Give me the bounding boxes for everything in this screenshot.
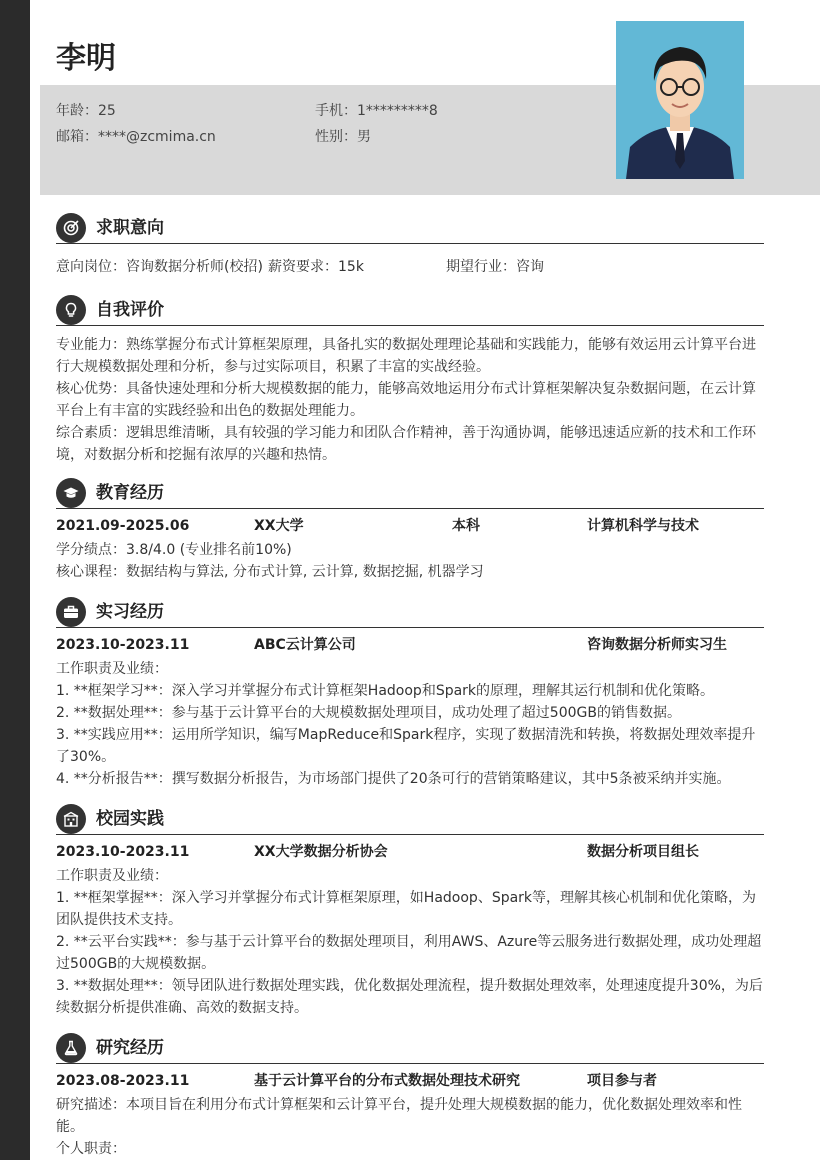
- self-eval-advantage: 核心优势：具备快速处理和分析大规模数据的能力，能够高效地运用分布式计算框架解决复杂数据问题，在云计算平台上有丰富的实践经验和出色的数据处理能力。: [56, 381, 756, 419]
- graduation-cap-icon: [56, 478, 86, 508]
- salary-requirement: 薪资要求：15k: [268, 259, 364, 275]
- briefcase-icon: [56, 597, 86, 627]
- campus-item: 3. **数据处理**：领导团队进行数据处理实践，优化数据处理流程，提升数据处理效率，处理速度提升30%，为后续数据分析提供准确、高效的数据支持。: [56, 978, 763, 1016]
- section-job-intent: [56, 213, 764, 278]
- research-description: 研究描述：本项目旨在利用分布式计算框架和云计算平台，提升处理大规模数据的能力，优化数据处理效率和性能。: [56, 1097, 742, 1135]
- section-header: [56, 478, 764, 509]
- internship-item: 1. **框架学习**：深入学习并掌握分布式计算框架Hadoop和Spark的原理，理解其运行机制和优化策略。: [56, 683, 715, 699]
- campus-item: 2. **云平台实践**：参与基于云计算平台的数据处理项目，利用AWS、Azure等云服务进行数据处理，成功处理超过500GB的大规模数据。: [56, 934, 762, 972]
- campus-row: [56, 841, 764, 863]
- research-duty: 个人职责：: [56, 1141, 126, 1157]
- internship-intro: 工作职责及业绩：: [56, 661, 168, 677]
- phone-info: 手机：1*********8: [315, 103, 438, 119]
- section-research: [56, 1033, 764, 1160]
- job-intent-row: [56, 256, 764, 278]
- section-title: 教育经历: [96, 483, 164, 503]
- research-row: [56, 1070, 764, 1092]
- campus-intro: 工作职责及业绩：: [56, 868, 168, 884]
- internship-role: 咨询数据分析师实习生: [587, 637, 727, 653]
- flask-icon: [56, 1033, 86, 1063]
- expected-industry: 期望行业：咨询: [446, 259, 544, 275]
- education-school: XX大学: [254, 518, 304, 534]
- section-header: [56, 213, 764, 244]
- candidate-name: 李明: [56, 41, 116, 76]
- section-title: 研究经历: [96, 1038, 164, 1058]
- campus-role: 数据分析项目组长: [587, 844, 699, 860]
- email-info: 邮箱：****@zcmima.cn: [56, 129, 216, 145]
- section-internship: [56, 597, 764, 790]
- intended-position: 意向岗位：咨询数据分析师(校招): [56, 259, 263, 275]
- internship-company: ABC云计算公司: [254, 637, 356, 653]
- education-row: [56, 515, 764, 537]
- section-title: 自我评价: [96, 300, 164, 320]
- campus-period: 2023.10-2023.11: [56, 844, 190, 860]
- age-info: 年龄：25: [56, 103, 116, 119]
- education-degree: 本科: [452, 518, 480, 534]
- campus-item: 1. **框架掌握**：深入学习并掌握分布式计算框架原理，如Hadoop、Spark等，理解其核心机制和优化策略，为团队提供技术支持。: [56, 890, 757, 928]
- section-header: [56, 1033, 764, 1064]
- education-period: 2021.09-2025.06: [56, 518, 190, 534]
- education-gpa: 学分绩点：3.8/4.0 (专业排名前10%): [56, 542, 292, 558]
- education-major: 计算机科学与技术: [587, 518, 699, 534]
- section-campus-practice: [56, 804, 764, 1019]
- section-education: [56, 478, 764, 583]
- section-self-evaluation: [56, 295, 764, 466]
- gender-info: 性别：男: [315, 129, 371, 145]
- internship-row: [56, 634, 764, 656]
- research-project: 基于云计算平台的分布式数据处理技术研究: [254, 1073, 520, 1089]
- internship-item: 4. **分析报告**：撰写数据分析报告，为市场部门提供了20条可行的营销策略建议，其中5条被采纳并实施。: [56, 771, 731, 787]
- research-period: 2023.08-2023.11: [56, 1073, 190, 1089]
- section-header: [56, 597, 764, 628]
- campus-organization: XX大学数据分析协会: [254, 844, 388, 860]
- internship-item: 2. **数据处理**：参与基于云计算平台的大规模数据处理项目，成功处理了超过500GB的销售数据。: [56, 705, 681, 721]
- self-eval-quality: 综合素质：逻辑思维清晰，具有较强的学习能力和团队合作精神，善于沟通协调，能够迅速适应新的技术和工作环境，对数据分析和挖掘有浓厚的兴趣和热情。: [56, 425, 756, 463]
- self-eval-professional: 专业能力：熟练掌握分布式计算框架原理，具备扎实的数据处理理论基础和实践能力，能够有效运用云计算平台进行大规模数据处理和分析，参与过实际项目，积累了丰富的实战经验。: [56, 337, 756, 375]
- research-role: 项目参与者: [587, 1073, 657, 1089]
- target-icon: [56, 213, 86, 243]
- bulb-icon: [56, 295, 86, 325]
- education-courses: 核心课程：数据结构与算法, 分布式计算, 云计算, 数据挖掘, 机器学习: [56, 564, 484, 580]
- internship-period: 2023.10-2023.11: [56, 637, 190, 653]
- section-header: [56, 804, 764, 835]
- section-title: 求职意向: [96, 218, 164, 238]
- profile-photo: [616, 21, 744, 179]
- section-title: 实习经历: [96, 602, 164, 622]
- section-header: [56, 295, 764, 326]
- section-title: 校园实践: [96, 809, 164, 829]
- internship-item: 3. **实践应用**：运用所学知识，编写MapReduce和Spark程序，实现了数据清洗和转换，将数据处理效率提升了30%。: [56, 727, 756, 765]
- left-sidebar-bar: [0, 0, 30, 1160]
- building-icon: [56, 804, 86, 834]
